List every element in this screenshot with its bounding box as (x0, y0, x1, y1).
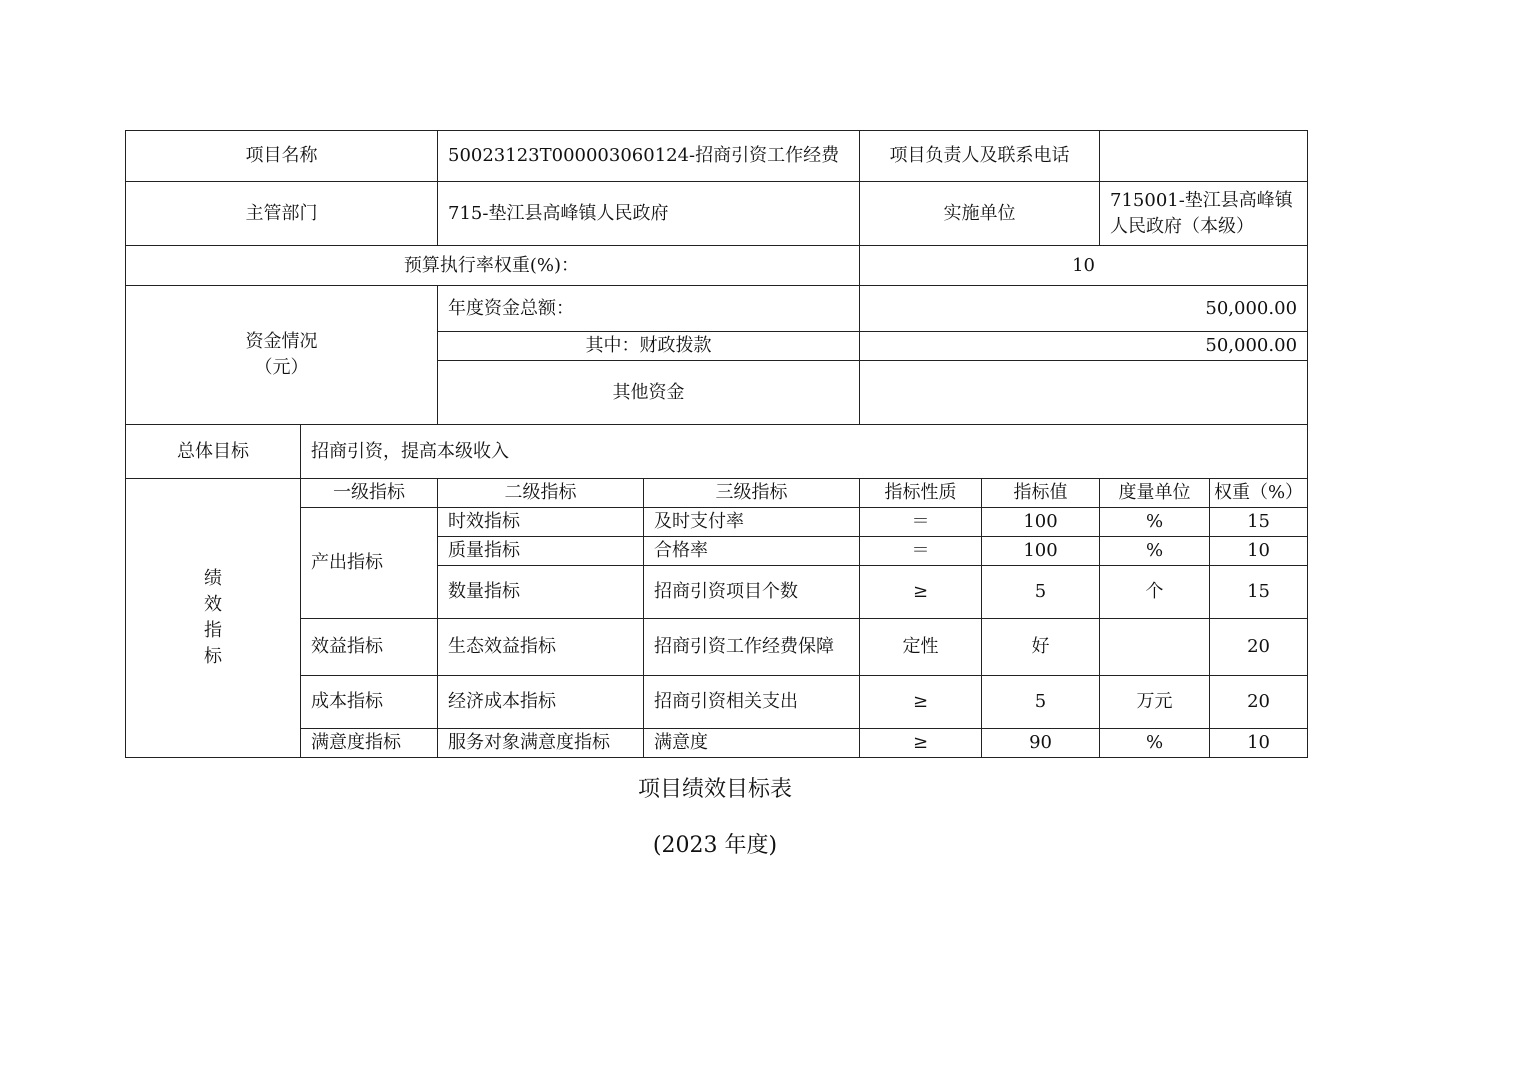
level2-cell: 质量指标 (438, 537, 644, 566)
project-name-label: 项目名称 (126, 131, 438, 182)
unit-cell: 万元 (1100, 676, 1210, 729)
indicators-label-char: 效 (204, 594, 222, 615)
level1-cell: 产出指标 (301, 508, 438, 619)
level1-cell: 满意度指标 (301, 729, 438, 758)
document-title: 项目绩效目标表 (637, 777, 792, 802)
unit-cell: 个 (1100, 566, 1210, 619)
level1-cell: 成本指标 (301, 676, 438, 729)
value-cell: 100 (982, 537, 1100, 566)
budget-weight-value: 10 (860, 246, 1308, 286)
level1-cell: 效益指标 (301, 619, 438, 676)
level2-cell: 数量指标 (438, 566, 644, 619)
weight-cell: 15 (1210, 566, 1308, 619)
column-header: 度量单位 (1100, 479, 1210, 508)
nature-cell: ≥ (860, 729, 982, 758)
funds-other-value (860, 361, 1308, 425)
value-cell: 好 (982, 619, 1100, 676)
column-header: 一级指标 (301, 479, 438, 508)
indicators-label-char: 绩 (204, 568, 222, 589)
funds-fiscal-value: 50,000.00 (860, 332, 1308, 361)
department-row (126, 182, 1308, 246)
level3-cell: 满意度 (644, 729, 860, 758)
value-cell: 5 (982, 566, 1100, 619)
project-name-value: 50023123T000003060124-招商引资工作经费 (438, 131, 860, 182)
funds-total-label: 年度资金总额： (438, 286, 860, 332)
column-header: 二级指标 (438, 479, 644, 508)
column-header: 指标值 (982, 479, 1100, 508)
level3-cell: 招商引资项目个数 (644, 566, 860, 619)
funds-label (126, 286, 438, 425)
goal-row (126, 425, 1308, 479)
weight-cell: 20 (1210, 619, 1308, 676)
funds-total-value: 50,000.00 (860, 286, 1308, 332)
nature-cell: ＝ (860, 537, 982, 566)
unit-cell: % (1100, 729, 1210, 758)
project-name-row (126, 131, 1308, 182)
table-row (126, 508, 1308, 537)
table-row (126, 729, 1308, 758)
value-cell: 90 (982, 729, 1100, 758)
weight-cell: 20 (1210, 676, 1308, 729)
unit-cell: % (1100, 508, 1210, 537)
level3-cell: 招商引资工作经费保障 (644, 619, 860, 676)
weight-cell: 10 (1210, 729, 1308, 758)
funds-total-row (126, 286, 1308, 332)
impl-value: 715001-垫江县高峰镇人民政府（本级） (1100, 182, 1308, 246)
funds-label-line2: （元） (254, 357, 309, 378)
unit-cell (1100, 619, 1210, 676)
level2-cell: 时效指标 (438, 508, 644, 537)
budget-weight-row (126, 246, 1308, 286)
contact-value (1100, 131, 1308, 182)
indicators-label-char: 标 (204, 646, 222, 667)
unit-cell: % (1100, 537, 1210, 566)
value-cell: 5 (982, 676, 1100, 729)
document-year: (2023 年度) (652, 833, 778, 858)
column-header: 权重（%） (1210, 479, 1308, 508)
indicators-label (126, 479, 301, 758)
level3-cell: 招商引资相关支出 (644, 676, 860, 729)
performance-target-table (125, 130, 1308, 758)
level3-cell: 合格率 (644, 537, 860, 566)
goal-value: 招商引资，提高本级收入 (301, 425, 1308, 479)
level2-cell: 经济成本指标 (438, 676, 644, 729)
indicator-header-row (126, 479, 1308, 508)
funds-fiscal-label: 其中：财政拨款 (438, 332, 860, 361)
value-cell: 100 (982, 508, 1100, 537)
nature-cell: ≥ (860, 676, 982, 729)
table-row (126, 676, 1308, 729)
goal-label: 总体目标 (126, 425, 301, 479)
funds-other-label: 其他资金 (438, 361, 860, 425)
funds-label-line1: 资金情况 (245, 331, 318, 352)
level3-cell: 及时支付率 (644, 508, 860, 537)
contact-label: 项目负责人及联系电话 (860, 131, 1100, 182)
dept-label: 主管部门 (126, 182, 438, 246)
weight-cell: 10 (1210, 537, 1308, 566)
nature-cell: ＝ (860, 508, 982, 537)
column-header: 指标性质 (860, 479, 982, 508)
table-row (126, 619, 1308, 676)
dept-value: 715-垫江县高峰镇人民政府 (438, 182, 860, 246)
indicators-label-char: 指 (204, 620, 222, 641)
nature-cell: 定性 (860, 619, 982, 676)
level2-cell: 服务对象满意度指标 (438, 729, 644, 758)
impl-label: 实施单位 (860, 182, 1100, 246)
budget-weight-label: 预算执行率权重(%)： (126, 246, 860, 286)
level2-cell: 生态效益指标 (438, 619, 644, 676)
nature-cell: ≥ (860, 566, 982, 619)
weight-cell: 15 (1210, 508, 1308, 537)
column-header: 三级指标 (644, 479, 860, 508)
